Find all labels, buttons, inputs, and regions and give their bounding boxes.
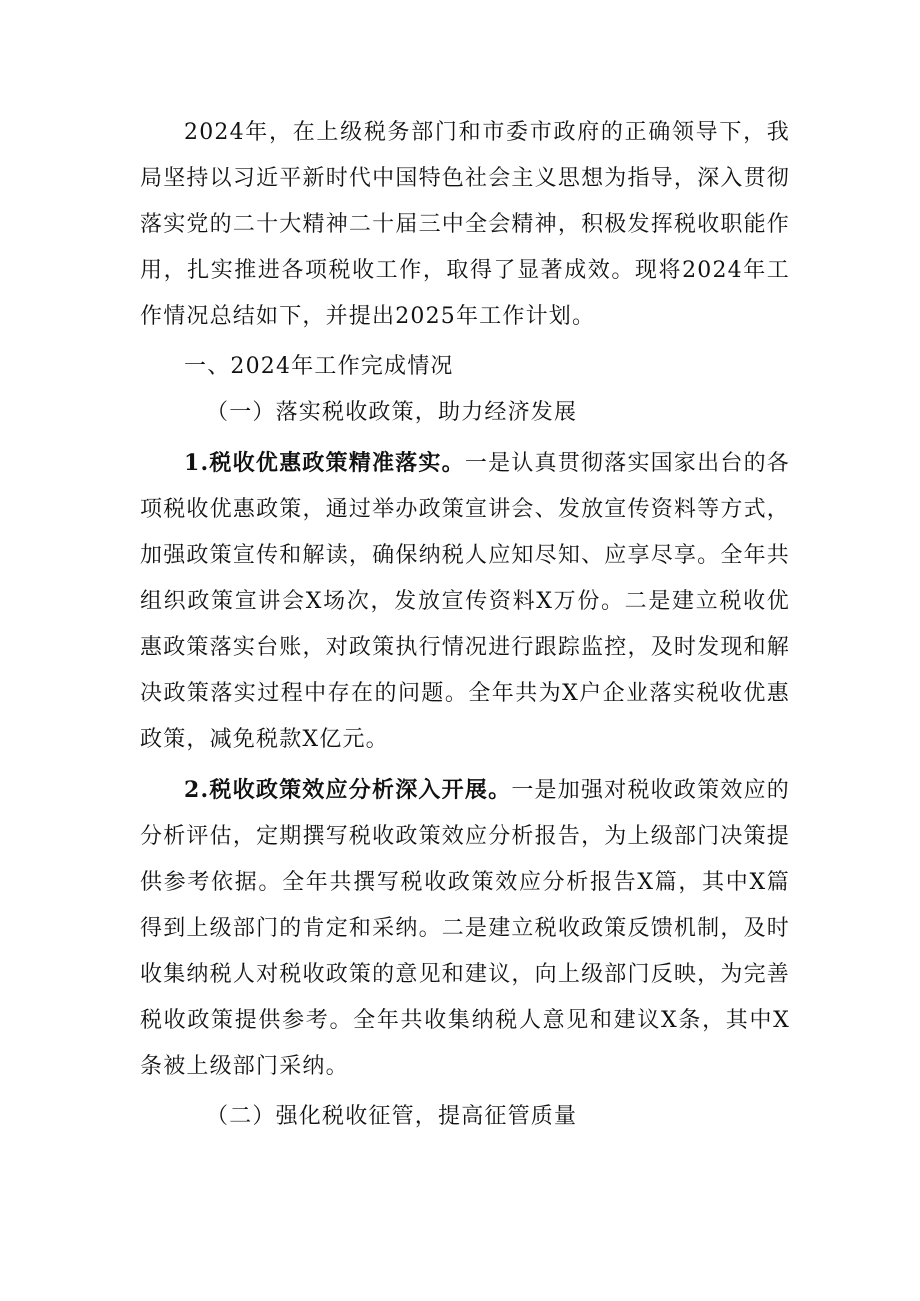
intro-paragraph: 2024年，在上级税务部门和市委市政府的正确领导下，我局坚持以习近平新时代中国特色社会主义思想为指导，深入贯彻落实党的二十大精神二十届三中全会精神，积极发挥税收职能作用，扎实推进各项税收工作，取得了显著成效。现将2024年工作情况总结如下，并提出2025年工作计划。 xyxy=(140,120,790,329)
subsection-1-heading: （一）落实税收政策，助力经济发展 xyxy=(206,400,578,425)
item-2-body: 一是加强对税收政策效应的分析评估，定期撰写税收政策效应分析报告，为上级部门决策提供参考依据。全年共撰写税收政策效应分析报告X篇，其中X篇得到上级部门的肯定和采纳。二是建立税收政策反馈机制，及时收集纳税人对税收政策的意见和建议，向上级部门反映，为完善税收政策提供参考。全年共收集纳税人意见和建议X条，其中X条被上级部门采纳。 xyxy=(140,778,791,1079)
section-1-heading: 一、2024年工作完成情况 xyxy=(184,354,454,379)
item-2-title: 2.税收政策效应分析深入开展。 xyxy=(184,777,512,803)
item-1-body: 一是认真贯彻落实国家出台的各项税收优惠政策，通过举办政策宣讲会、发放宣传资料等方式，加强政策宣传和解读，确保纳税人应知尽知、应享尽享。全年共组织政策宣讲会X场次，发放宣传资料X万份。二是建立税收优惠政策落实台账，对政策执行情况进行跟踪监控，及时发现和解决政策落实过程中存在的问题。全年共为X户企业落实税收优惠政策，减免税款X亿元。 xyxy=(140,451,790,752)
item-1-paragraph xyxy=(140,440,790,763)
document-body xyxy=(140,110,790,1140)
item-2-paragraph xyxy=(140,767,790,1090)
subsection-2-heading: （二）强化税收征管，提高征管质量 xyxy=(206,1104,578,1129)
item-1-title: 1.税收优惠政策精准落实。 xyxy=(184,450,465,476)
